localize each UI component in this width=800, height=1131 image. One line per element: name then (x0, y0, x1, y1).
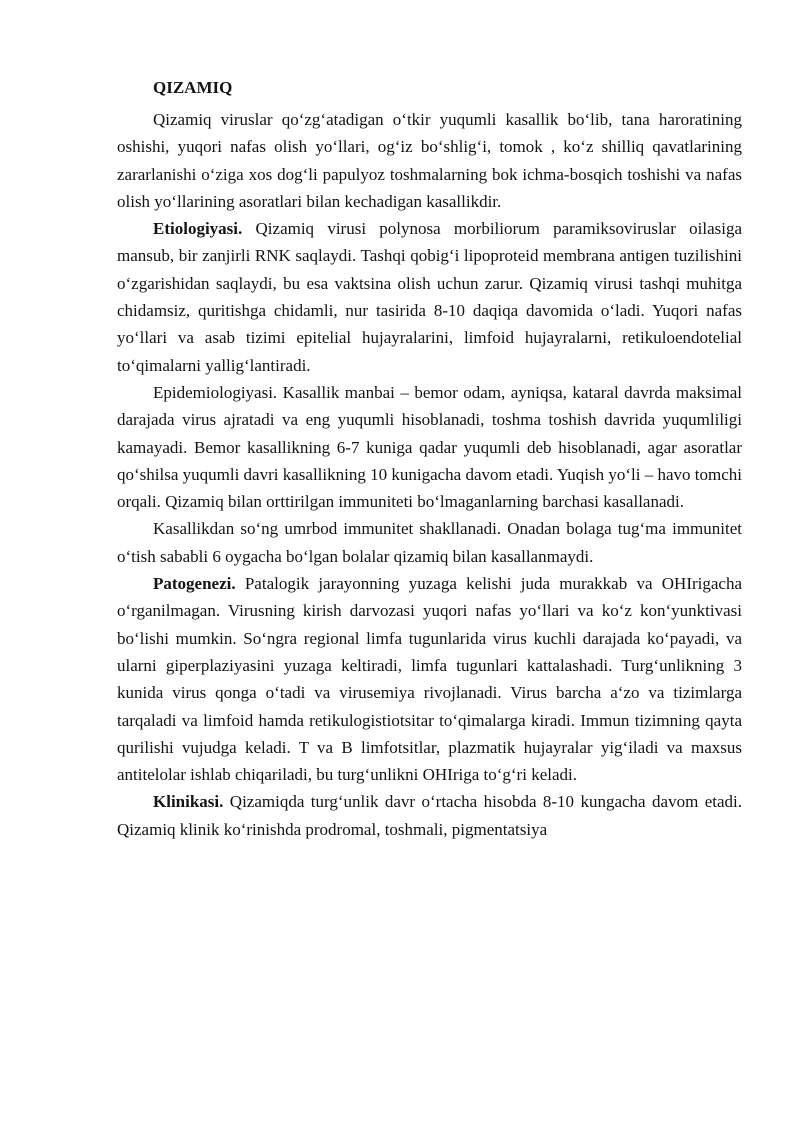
paragraph-pathogenesis (117, 570, 742, 788)
section-heading-clinical: Klinikasi. (153, 792, 224, 812)
section-heading-pathogenesis: Patogenezi. (153, 574, 236, 594)
paragraph-clinical (117, 788, 742, 843)
paragraph-text: Qizamiq virusi polynosa morbiliorum paramiksoviruslar oilasiga mansub, bir zanjirli RNK saqlaydi. Tashqi qobig‘i lipoproteid membrana antigen tuzilishini o‘zgarishidan saqlaydi, bu esa vaktsina olish uchun zarur. Qizamiq virusi tashqi muhitga chidamsiz, quritishga chidamli, nur tasirida 8-10 daqiqa davomida o‘ladi. Yuqori nafas yo‘llari va asab tizimi epitelial hujayralarini, limfoid hujayralarni, retikuloendotelial to‘qimalarni yallig‘lantiradi. (117, 219, 742, 375)
paragraph-immunity (117, 515, 742, 570)
paragraph-text: Epidemiologiyasi. Kasallik manbai – bemor odam, ayniqsa, kataral davrda maksimal darajada virus ajratadi va eng yuqumli hisoblanadi, toshma toshish davrida yuqumliligi kamayadi. Bemor kasallikning 6-7 kuniga qadar yuqumli deb hisoblanadi, agar asoratlar qo‘shilsa yuqumli davri kasallikning 10 kunigacha davom etadi. Yuqish yo‘li – havo tomchi orqali. Qizamiq bilan orttirilgan immuniteti bo‘lmaganlarning barchasi kasallanadi. (117, 382, 742, 512)
paragraph-intro (117, 106, 742, 215)
paragraph-text: Qizamiq viruslar qo‘zg‘atadigan o‘tkir yuqumli kasallik bo‘lib, tana haroratining oshishi, yuqori nafas olish yo‘llari, og‘iz bo‘shlig‘i, tomok , ko‘z shilliq qavatlarining zararlanishi o‘ziga xos dog‘li papulyoz toshmalarning bok ichma-bosqich toshishi va nafas olish yo‘llarining asoratlari bilan kechadigan kasallikdir. (117, 110, 742, 211)
section-heading-etiology: Etiologiyasi. (153, 219, 243, 239)
document-title: QIZAMIQ (153, 78, 233, 97)
paragraph-text: Patalogik jarayonning yuzaga kelishi juda murakkab va OHIrigacha o‘rganilmagan. Virusning kirish darvozasi yuqori nafas yo‘llari va ko‘z kon‘yunktivasi bo‘lishi mumkin. So‘ngra regional limfa tugunlarida virus kuchli darajada ko‘payadi, va ularni giperplaziyasini yuzaga keltiradi, limfa tugunlari kattalashadi. Turg‘unlikning 3 kunida virus qonga o‘tadi va virusemiya rivojlanadi. Virus barcha a‘zo va tizimlarga tarqaladi va limfoid hamda retikulogistiotsitar to‘qimalarga kiradi. Immun tizimning qayta qurilishi vujudga keladi. T va B limfotsitlar, plazmatik hujayralar yig‘iladi va maxsus antitelolar ishlab chiqariladi, bu turg‘unlikni OHIriga to‘g‘ri keladi. (117, 574, 742, 785)
paragraph-text: Kasallikdan so‘ng umrbod immunitet shakllanadi. Onadan bolaga tug‘ma immunitet o‘tish sababli 6 oygacha bo‘lgan bolalar qizamiq bilan kasallanmaydi. (117, 519, 742, 566)
paragraph-text: Qizamiqda turg‘unlik davr o‘rtacha hisobda 8-10 kungacha davom etadi. Qizamiq klinik ko‘rinishda prodromal, toshmali, pigmentatsiya (117, 792, 742, 839)
paragraph-etiology (117, 215, 742, 379)
paragraph-epidemiology (117, 379, 742, 515)
